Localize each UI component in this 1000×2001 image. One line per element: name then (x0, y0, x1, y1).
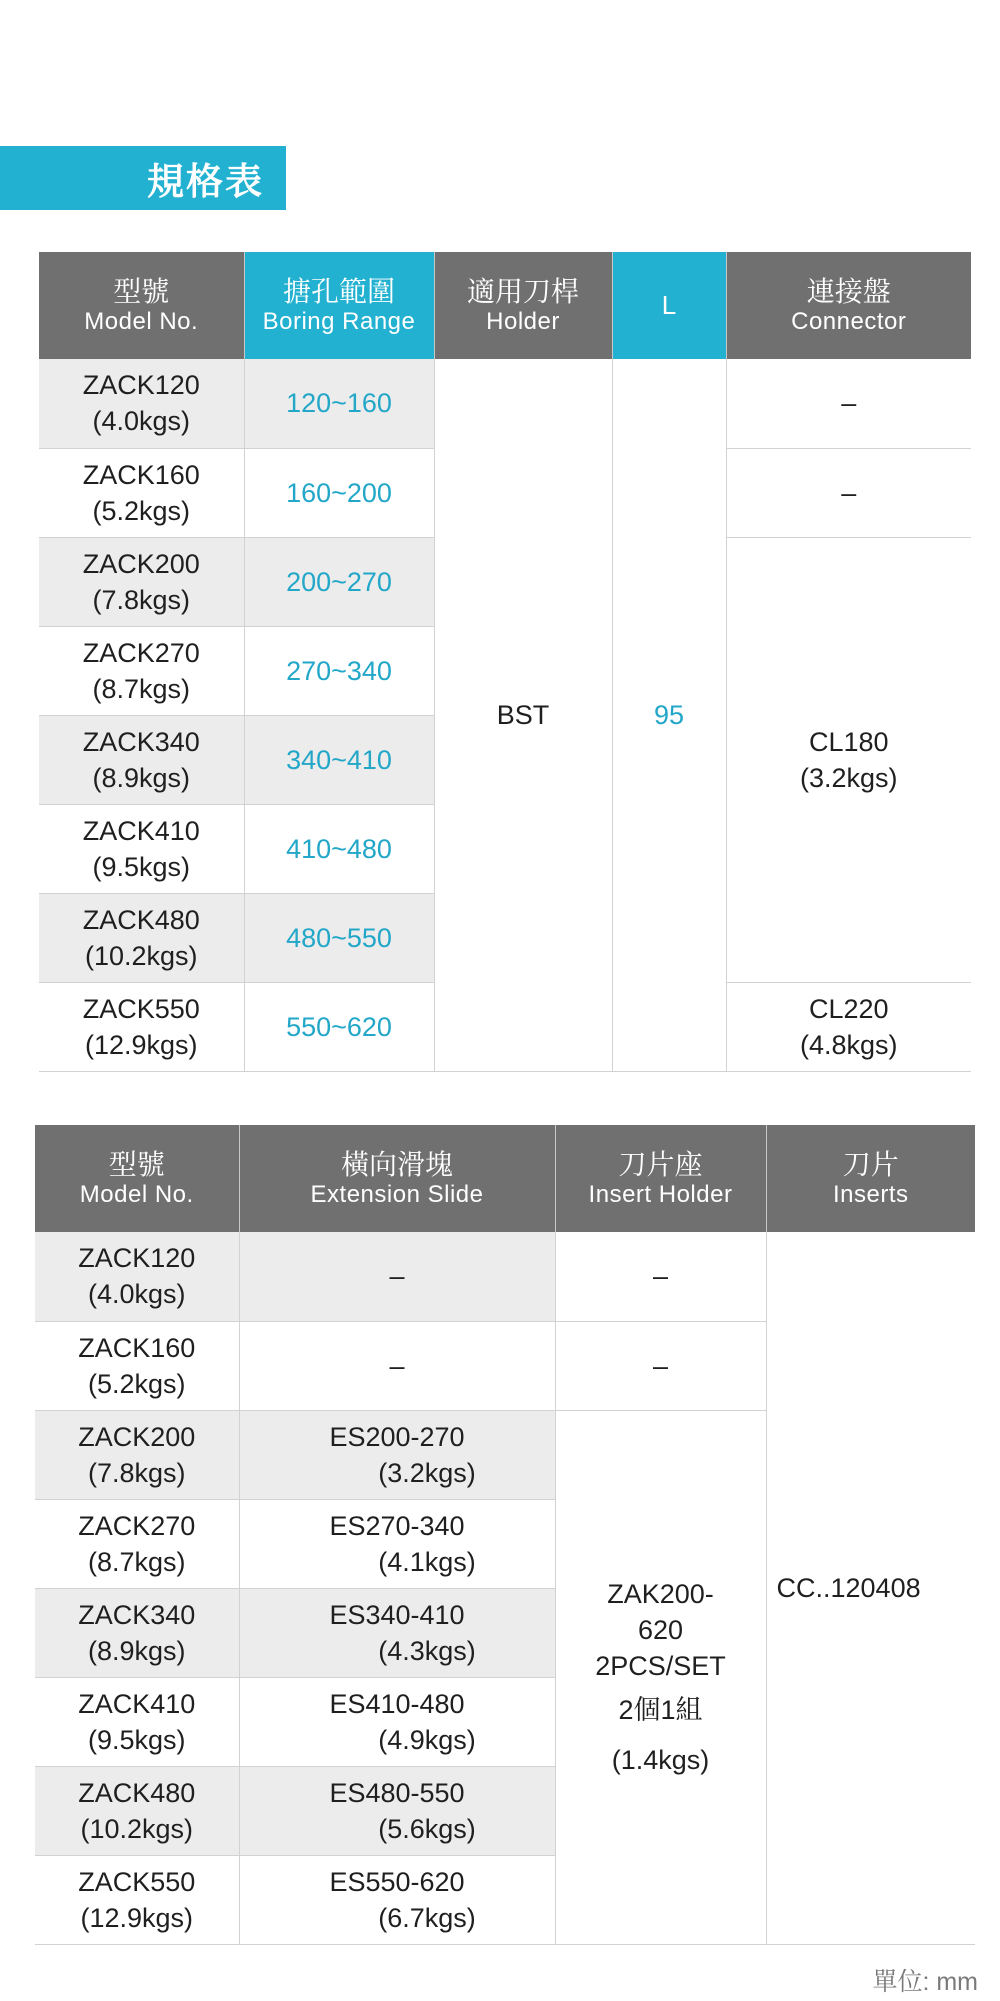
table-row (39, 359, 971, 448)
connector-cell-cl180: CL180 (3.2kgs) (726, 537, 971, 982)
extension-slide-cell: – (239, 1321, 555, 1410)
page-title-bar (0, 146, 286, 210)
header-holder: 適用刀桿 Holder (434, 252, 612, 359)
header-extension-slide: 橫向滑塊 Extension Slide (239, 1125, 555, 1232)
table-header-row (39, 252, 971, 359)
header-boring-range: 搪孔範圍 Boring Range (244, 252, 434, 359)
connector-cell-cl220: CL220 (4.8kgs) (726, 982, 971, 1071)
model-cell: ZACK340 (8.9kgs) (39, 715, 244, 804)
model-cell: ZACK550 (12.9kgs) (39, 982, 244, 1071)
model-cell: ZACK410 (9.5kgs) (39, 804, 244, 893)
model-cell: ZACK270 (8.7kgs) (39, 626, 244, 715)
spec-table-1 (39, 252, 971, 1072)
model-cell: ZACK270 (8.7kgs) (35, 1499, 239, 1588)
boring-range-cell: 480~550 (244, 893, 434, 982)
header-connector: 連接盤 Connector (726, 252, 971, 359)
header-model: 型號 Model No. (39, 252, 244, 359)
extension-slide-cell: – (239, 1232, 555, 1321)
extension-slide-cell: ES200-270 (3.2kgs) (239, 1410, 555, 1499)
model-cell: ZACK340 (8.9kgs) (35, 1588, 239, 1677)
insert-holder-cell-zak: ZAK200- 620 2PCS/SET 2個1組 (1.4kgs) (555, 1410, 766, 1944)
header-inserts: 刀片 Inserts (766, 1125, 975, 1232)
header-model: 型號 Model No. (35, 1125, 239, 1232)
boring-range-cell: 340~410 (244, 715, 434, 804)
table-row (35, 1232, 975, 1321)
table-header-row (35, 1125, 975, 1232)
boring-range-cell: 200~270 (244, 537, 434, 626)
model-cell: ZACK160 (5.2kgs) (35, 1321, 239, 1410)
extension-slide-cell: ES480-550 (5.6kgs) (239, 1766, 555, 1855)
unit-label: 單位: mm (872, 1968, 978, 1996)
connector-cell: – (726, 359, 971, 448)
model-cell: ZACK480 (10.2kgs) (39, 893, 244, 982)
boring-range-cell: 270~340 (244, 626, 434, 715)
boring-range-cell: 550~620 (244, 982, 434, 1071)
extension-slide-cell: ES410-480 (4.9kgs) (239, 1677, 555, 1766)
extension-slide-cell: ES340-410 (4.3kgs) (239, 1588, 555, 1677)
model-cell: ZACK200 (7.8kgs) (39, 537, 244, 626)
header-l: L (612, 252, 726, 359)
header-insert-holder: 刀片座 Insert Holder (555, 1125, 766, 1232)
model-cell: ZACK160 (5.2kgs) (39, 448, 244, 537)
page-title: 規格表 (147, 161, 264, 202)
extension-slide-cell: ES550-620 (6.7kgs) (239, 1855, 555, 1944)
model-cell: ZACK550 (12.9kgs) (35, 1855, 239, 1944)
model-cell: ZACK120 (4.0kgs) (35, 1232, 239, 1321)
spec-table-2 (35, 1125, 975, 1945)
boring-range-cell: 410~480 (244, 804, 434, 893)
boring-range-cell: 120~160 (244, 359, 434, 448)
l-value-cell: 95 (612, 359, 726, 1071)
insert-holder-cell: – (555, 1232, 766, 1321)
model-cell: ZACK200 (7.8kgs) (35, 1410, 239, 1499)
boring-range-cell: 160~200 (244, 448, 434, 537)
model-cell: ZACK120 (4.0kgs) (39, 359, 244, 448)
holder-cell: BST (434, 359, 612, 1071)
insert-holder-cell: – (555, 1321, 766, 1410)
connector-cell: – (726, 448, 971, 537)
inserts-cell: CC..120408 (766, 1232, 975, 1944)
extension-slide-cell: ES270-340 (4.1kgs) (239, 1499, 555, 1588)
model-cell: ZACK410 (9.5kgs) (35, 1677, 239, 1766)
model-cell: ZACK480 (10.2kgs) (35, 1766, 239, 1855)
